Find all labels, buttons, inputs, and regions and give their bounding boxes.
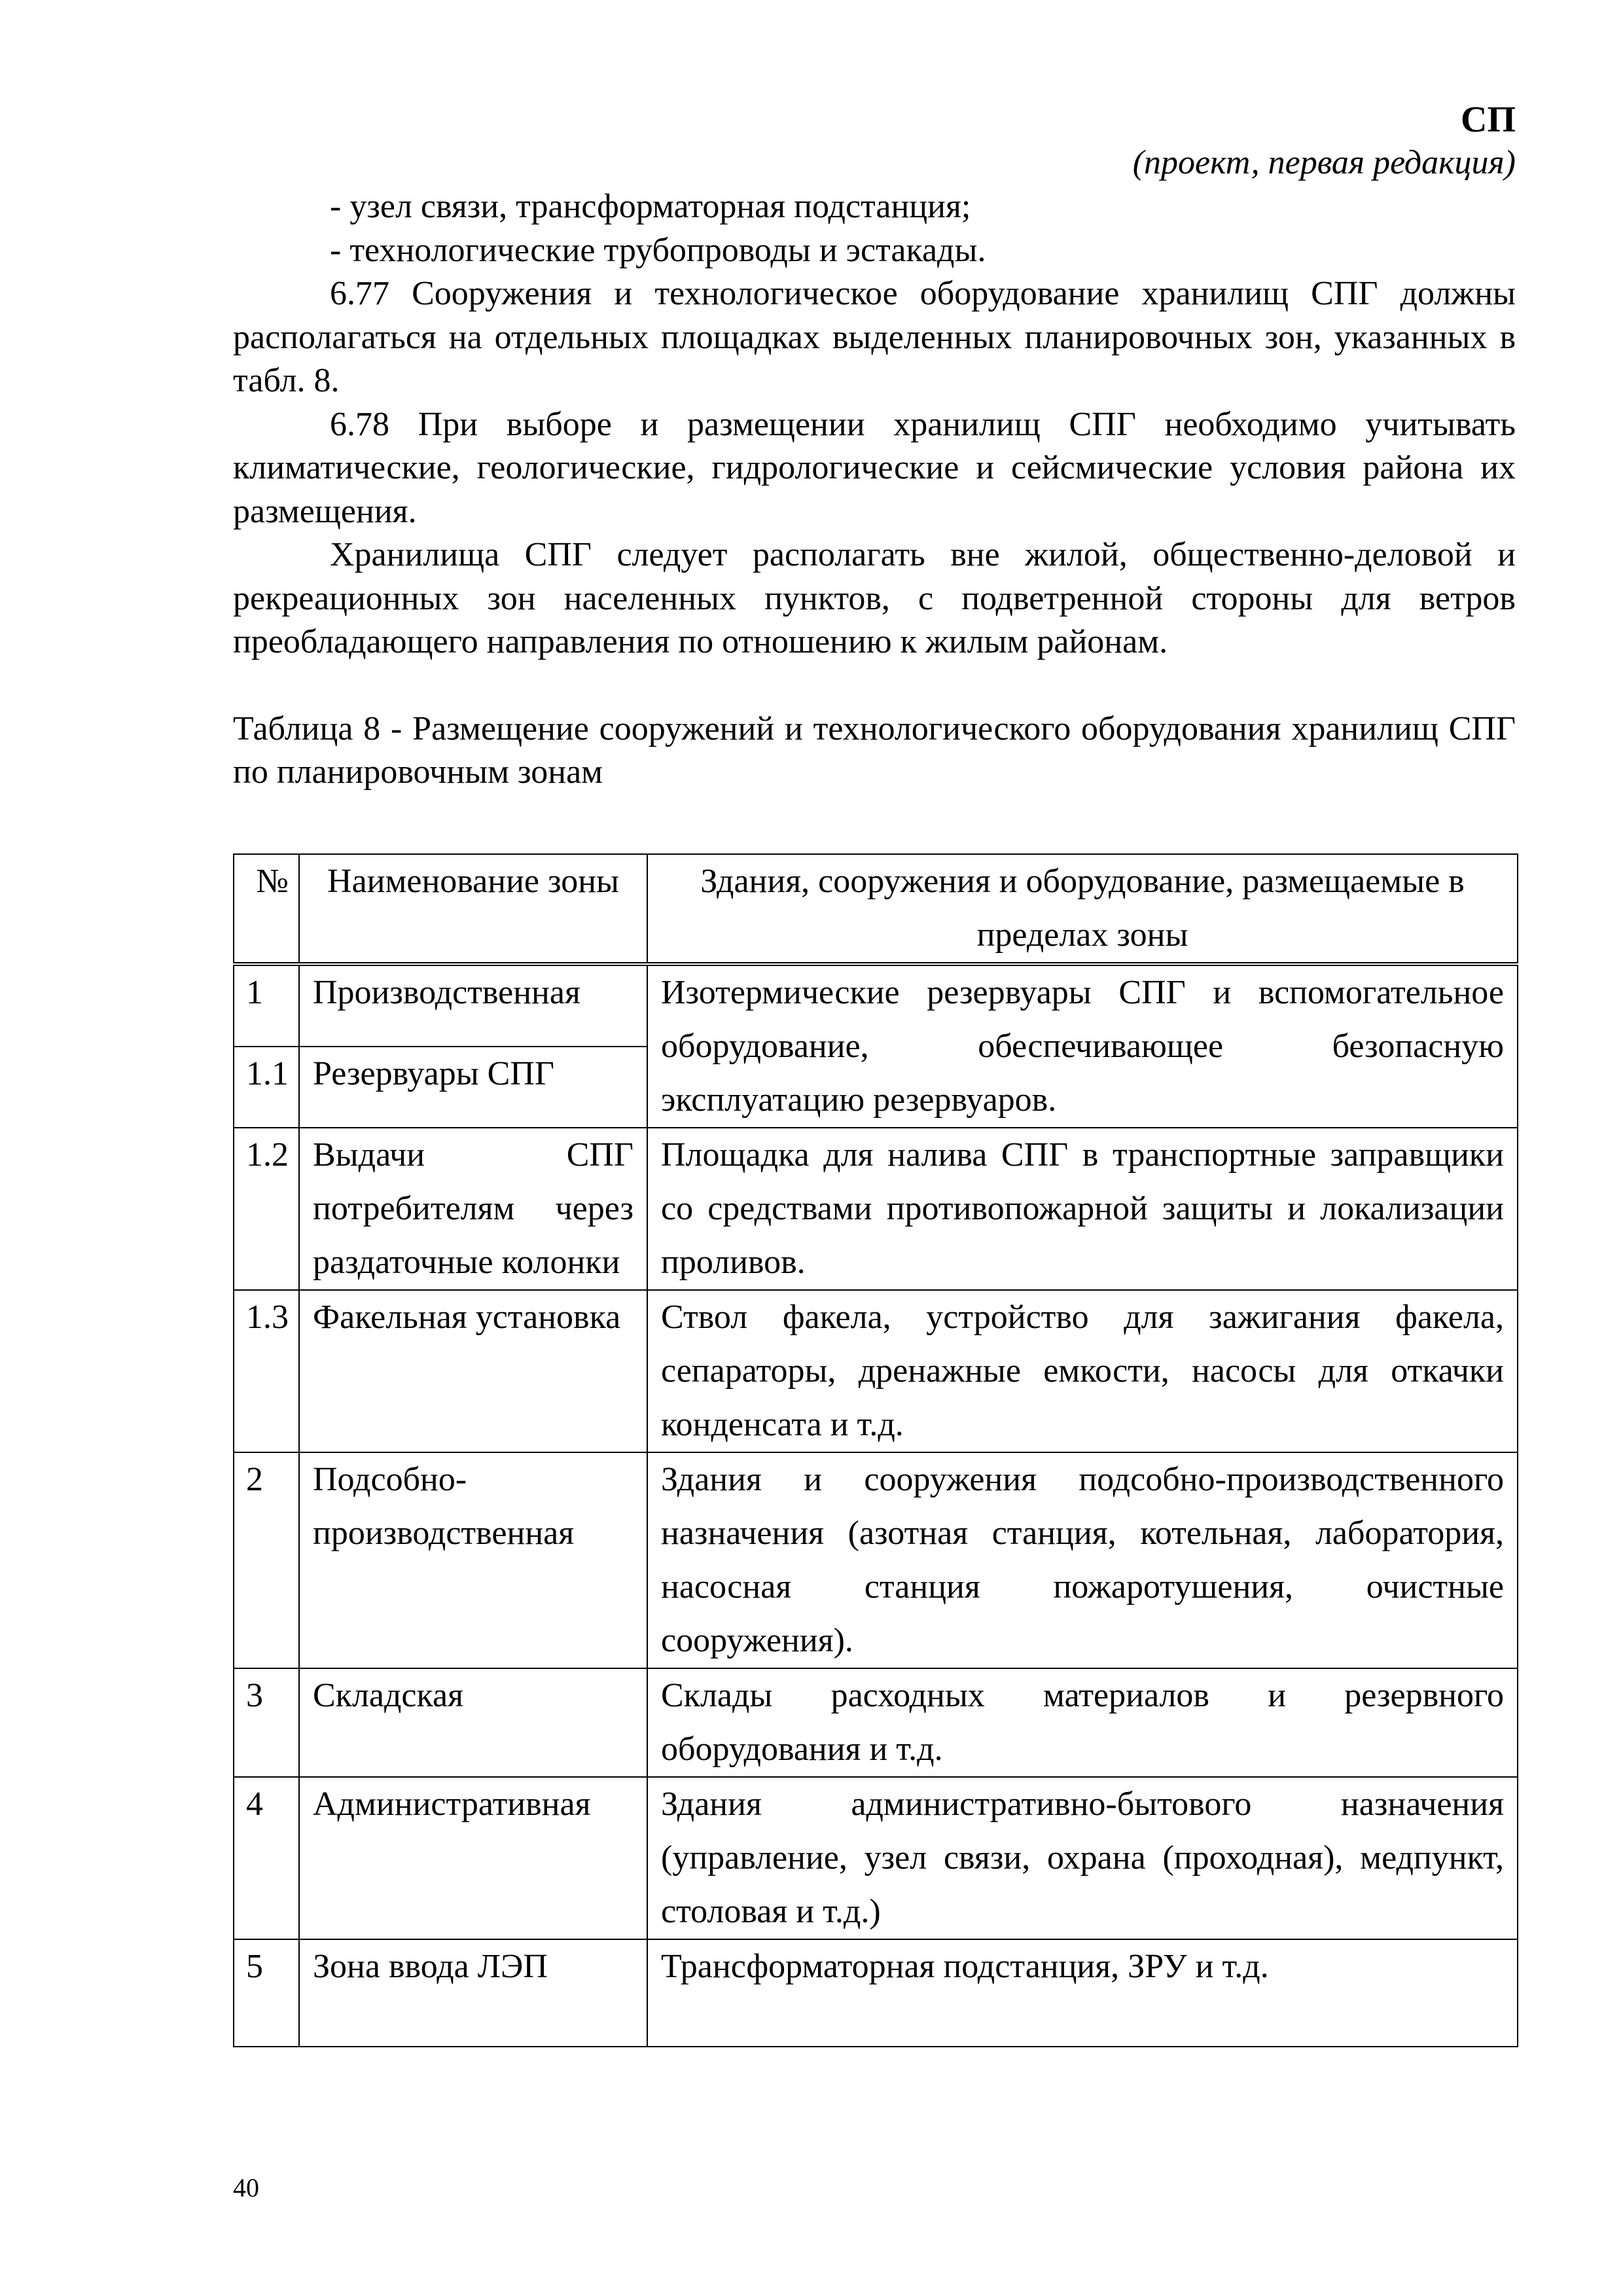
table-row	[234, 1777, 1518, 1939]
row-num: 3	[234, 1668, 299, 1777]
row-num: 1.2	[234, 1128, 299, 1290]
header-zone-name: Наименование зоны	[299, 854, 647, 964]
table-row	[234, 964, 1518, 1047]
paragraph-storage-location: Хранилища СПГ следует располагать вне жилой, общественно-деловой и рекреационных зон населенных пунктов, с подветренной стороны для ветров преобладающего направления по отношению к жилым районам.	[233, 536, 1516, 660]
list-item-communication: - узел связи, трансформаторная подстанция;	[330, 188, 971, 225]
row-zone-name: Резервуары СПГ	[299, 1047, 647, 1128]
row-num: 4	[234, 1777, 299, 1939]
row-num: 1	[234, 964, 299, 1047]
list-item-pipelines: - технологические трубопроводы и эстакады.	[330, 231, 986, 269]
zones-table	[233, 853, 1518, 2047]
table-caption: Таблица 8 - Размещение сооружений и технологического оборудования хранилищ СПГ по планировочным зонам	[233, 709, 1516, 791]
paragraph-6-78: 6.78 При выборе и размещении хранилищ СПГ необходимо учитывать климатические, геологические, гидрологические и сейсмические условия района их размещения.	[233, 405, 1516, 530]
header-doc-subtitle: (проект, первая редакция)	[1132, 144, 1516, 181]
row-zone-name: Складская	[299, 1668, 647, 1777]
row-zone-name: Производственная	[299, 964, 647, 1047]
table-row	[234, 1452, 1518, 1668]
row-zone-contents: Площадка для налива СПГ в транспортные заправщики со средствами противопожарной защиты и локализации проливов.	[647, 1128, 1518, 1290]
table-header-row	[234, 854, 1518, 964]
header-doc-code: СП	[1461, 99, 1516, 140]
row-zone-name: Административная	[299, 1777, 647, 1939]
table-row	[234, 1290, 1518, 1452]
row-zone-contents: Склады расходных материалов и резервного оборудования и т.д.	[647, 1668, 1518, 1777]
table-row	[234, 1128, 1518, 1290]
row-zone-contents: Ствол факела, устройство для зажигания факела, сепараторы, дренажные емкости, насосы для откачки конденсата и т.д.	[647, 1290, 1518, 1452]
row-zone-name: Факельная установка	[299, 1290, 647, 1452]
page-number: 40	[233, 2173, 259, 2202]
row-zone-contents: Здания административно-бытового назначения (управление, узел связи, охрана (проходная), медпункт, столовая и т.д.)	[647, 1777, 1518, 1939]
row-zone-name: Выдачи СПГ потребителям через раздаточные колонки	[299, 1128, 647, 1290]
header-zone-contents: Здания, сооружения и оборудование, размещаемые в пределах зоны	[647, 854, 1518, 964]
row-zone-name: Подсобно-производственная	[299, 1452, 647, 1668]
table-row	[234, 1939, 1518, 2047]
paragraph-6-77: 6.77 Сооружения и технологическое оборудование хранилищ СПГ должны располагаться на отдельных площадках выделенных планировочных зон, указанных в табл. 8.	[233, 275, 1516, 399]
row-num: 5	[234, 1939, 299, 2047]
body-text	[233, 185, 1516, 795]
header-num: №	[234, 854, 299, 964]
row-zone-name: Зона ввода ЛЭП	[299, 1939, 647, 2047]
row-num: 1.3	[234, 1290, 299, 1452]
row-num: 2	[234, 1452, 299, 1668]
row-zone-contents: Изотермические резервуары СПГ и вспомогательное оборудование, обеспечивающее безопасную эксплуатацию резервуаров.	[647, 964, 1518, 1128]
row-zone-contents: Трансформаторная подстанция, ЗРУ и т.д.	[647, 1939, 1518, 2047]
table-row	[234, 1668, 1518, 1777]
row-num: 1.1	[234, 1047, 299, 1128]
row-zone-contents: Здания и сооружения подсобно-производственного назначения (азотная станция, котельная, лаборатория, насосная станция пожаротушения, очистные сооружения).	[647, 1452, 1518, 1668]
